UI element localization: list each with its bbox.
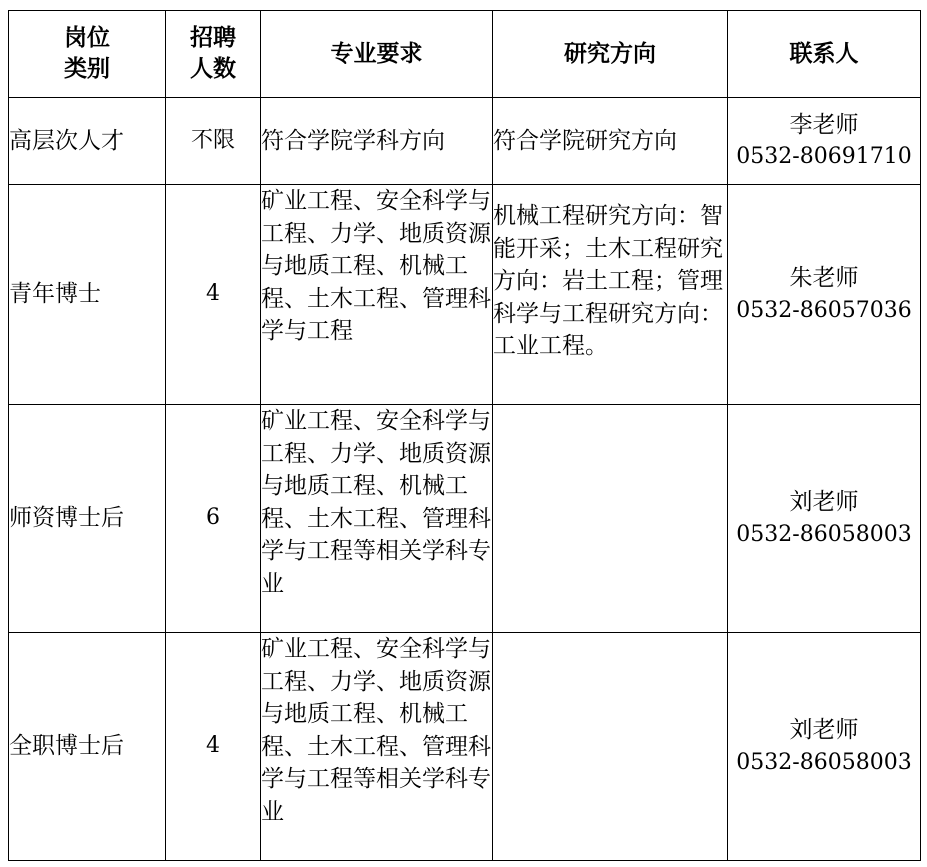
- row-category: 全职博士后: [9, 633, 166, 861]
- row-contact: [728, 405, 921, 633]
- header-category-line1: 岗位: [64, 25, 110, 51]
- header-category-line2: 类别: [64, 56, 110, 82]
- contact-phone: 0532-80691710: [736, 144, 912, 169]
- header-count-line2: 人数: [190, 56, 236, 82]
- contact-name: 朱老师: [789, 265, 859, 291]
- row-count: 4: [166, 633, 261, 861]
- header-contact: 联系人: [728, 11, 921, 98]
- table-row: [9, 405, 921, 633]
- contact-phone: 0532-86058003: [736, 521, 912, 547]
- header-major: 专业要求: [261, 11, 493, 98]
- contact-name: 李老师: [789, 111, 859, 138]
- row-contact: [728, 185, 921, 405]
- row-contact: [728, 633, 921, 861]
- row-count: 不限: [166, 98, 261, 185]
- row-major: 矿业工程、安全科学与工程、力学、地质资源与地质工程、机械工程、土木工程、管理科学与工程等相关学科专业: [261, 405, 493, 633]
- row-count: 6: [166, 405, 261, 633]
- row-major: 矿业工程、安全科学与工程、力学、地质资源与地质工程、机械工程、土木工程、管理科学与工程: [261, 185, 493, 405]
- row-category: 青年博士: [9, 185, 166, 405]
- row-direction: 符合学院研究方向: [493, 98, 728, 185]
- row-category: 师资博士后: [9, 405, 166, 633]
- table-row: [9, 185, 921, 405]
- table-header-row: [9, 11, 921, 98]
- header-category: [9, 11, 166, 98]
- row-direction: 机械工程研究方向：智能开采；土木工程研究方向：岩土工程；管理科学与工程研究方向：工业工程。: [493, 185, 728, 405]
- row-direction: [493, 405, 728, 633]
- contact-name: 刘老师: [789, 717, 859, 743]
- recruitment-table: [8, 10, 921, 861]
- header-count-line1: 招聘: [190, 25, 236, 51]
- table-row: [9, 98, 921, 185]
- header-direction: 研究方向: [493, 11, 728, 98]
- header-count: [166, 11, 261, 98]
- row-count: 4: [166, 185, 261, 405]
- row-category: 高层次人才: [9, 98, 166, 185]
- contact-name: 刘老师: [789, 489, 859, 515]
- row-contact: [728, 98, 921, 185]
- row-major: 符合学院学科方向: [261, 98, 493, 185]
- contact-phone: 0532-86058003: [736, 749, 912, 775]
- contact-phone: 0532-86057036: [736, 297, 912, 323]
- table-row: [9, 633, 921, 861]
- row-direction: [493, 633, 728, 861]
- row-major: 矿业工程、安全科学与工程、力学、地质资源与地质工程、机械工程、土木工程、管理科学与工程等相关学科专业: [261, 633, 493, 861]
